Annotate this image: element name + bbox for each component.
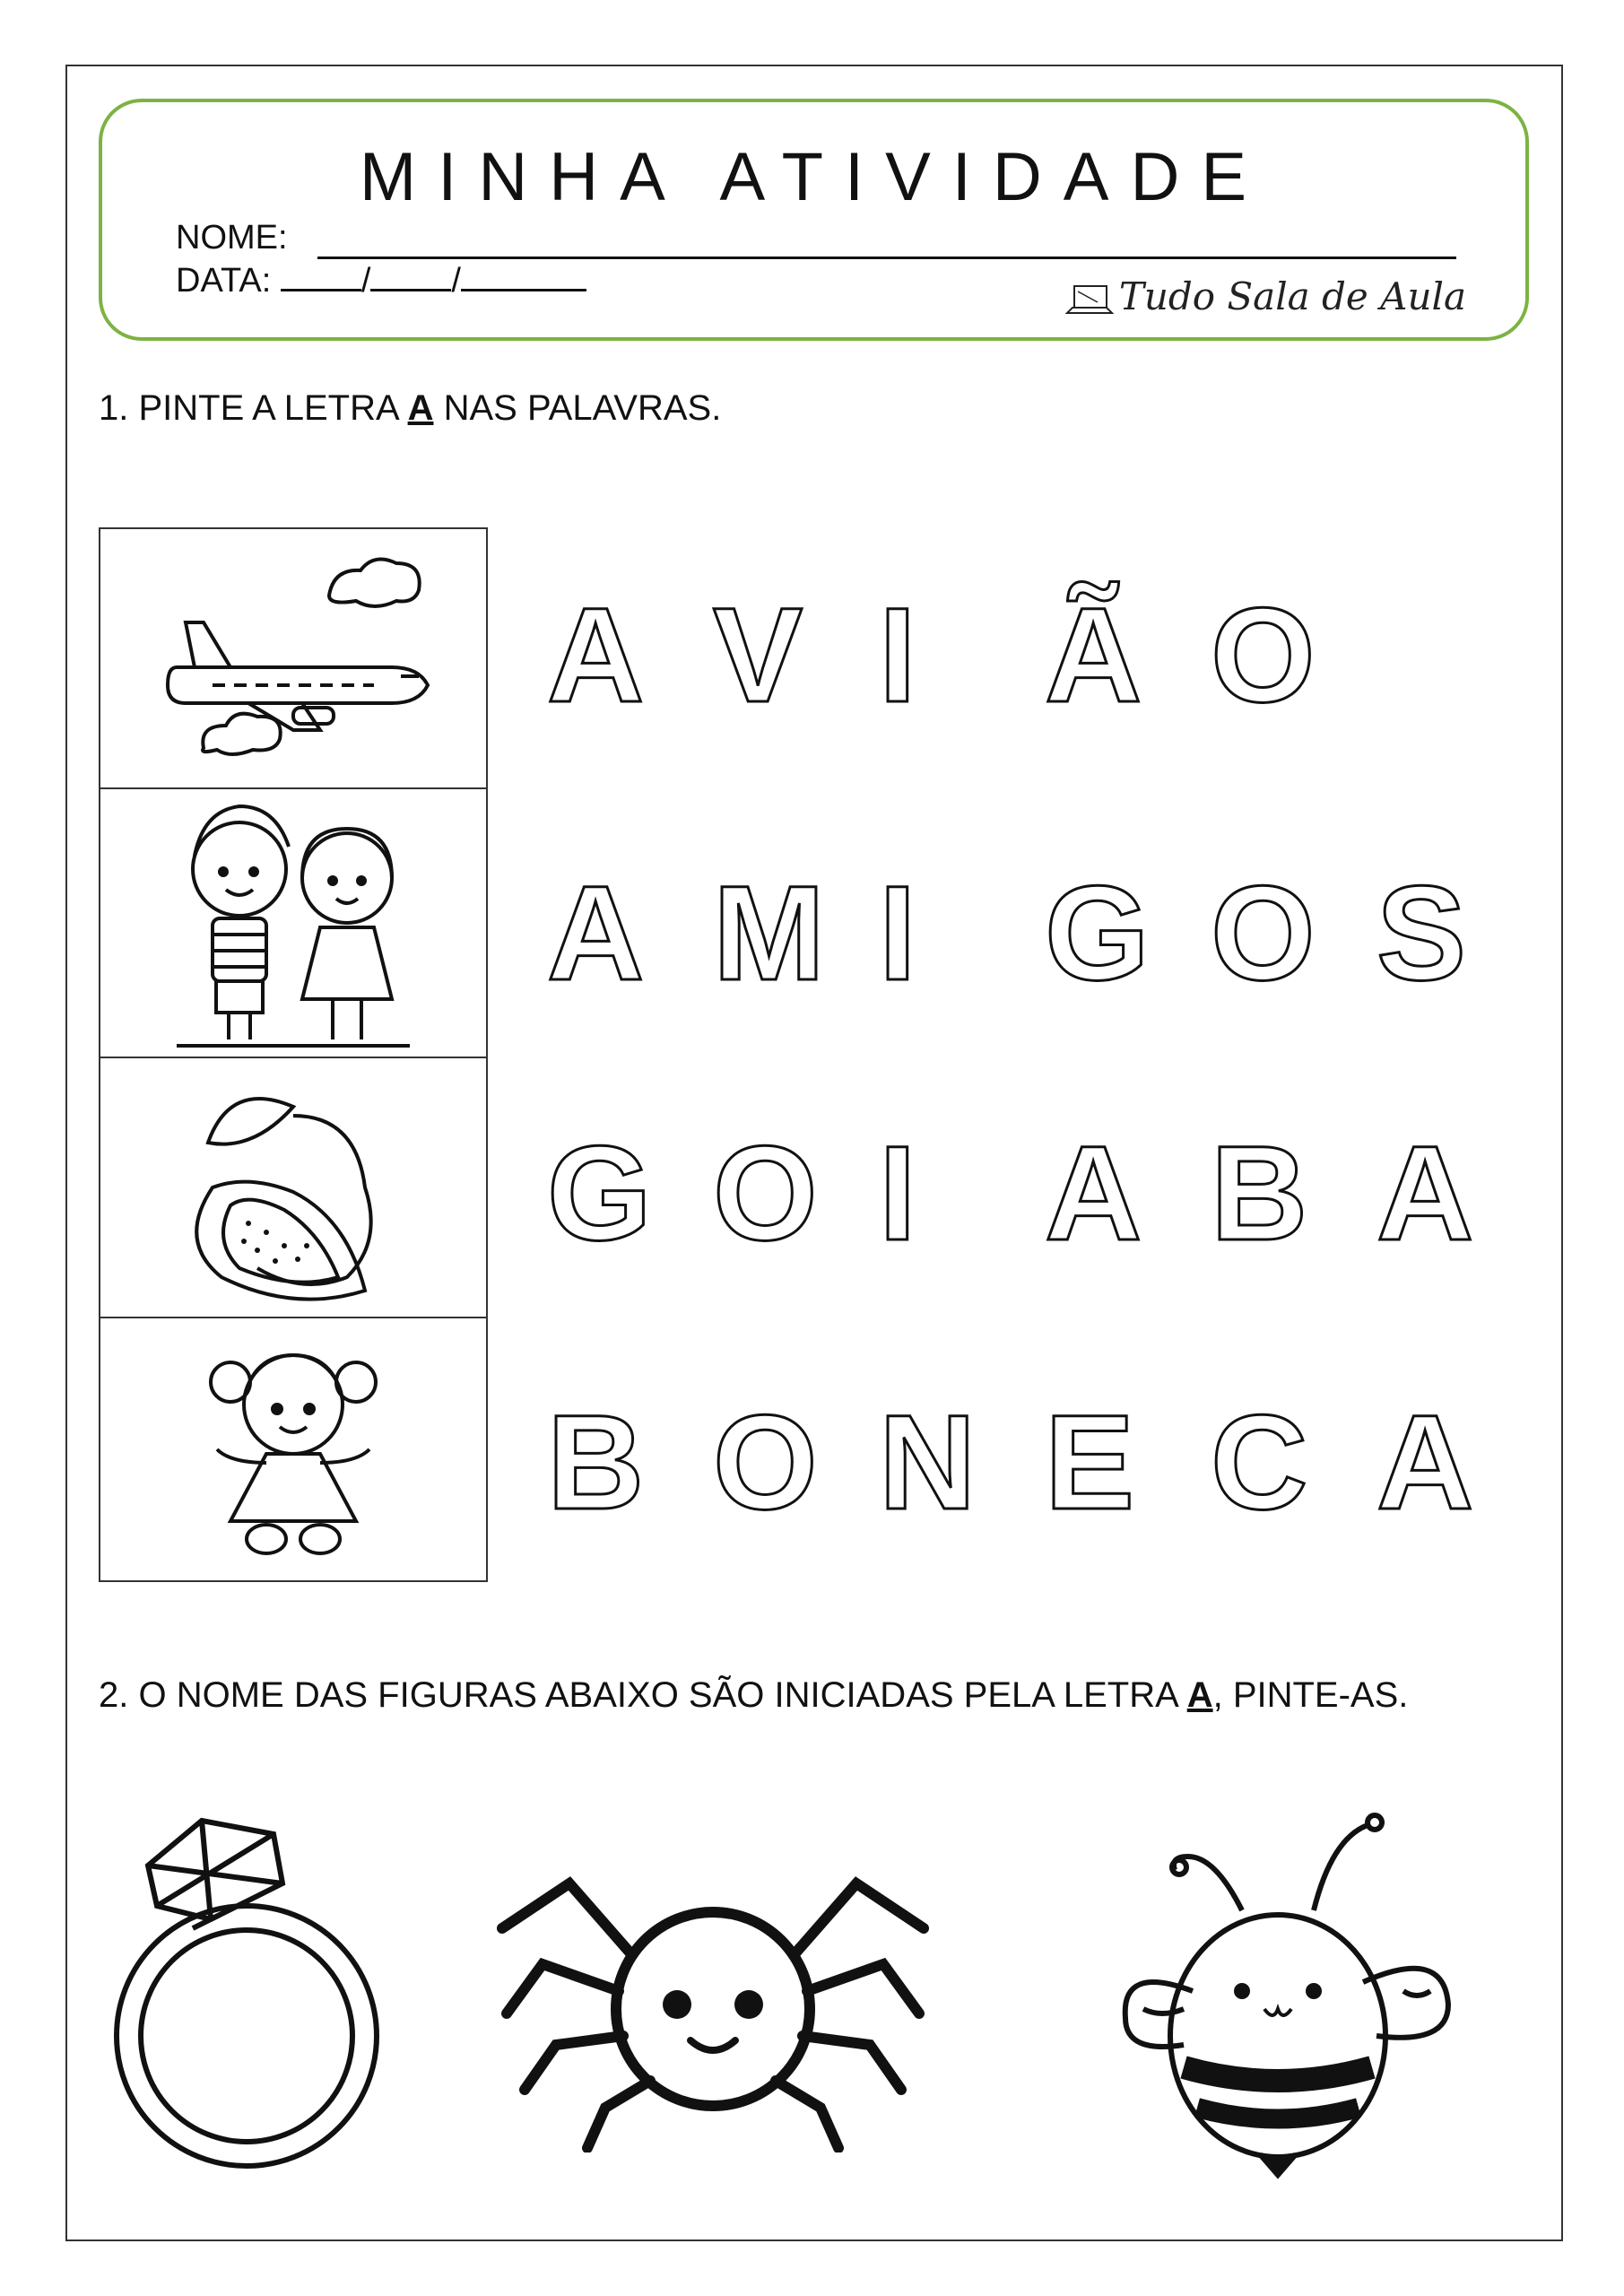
question-1-prefix: 1. PINTE A LETRA [99,388,408,428]
airplane-icon [132,542,455,775]
word-aviao [547,579,1376,730]
doll-icon [177,1333,410,1566]
letter-outline[interactable]: E [1045,1387,1135,1537]
letter-outline[interactable]: A [1376,1118,1474,1268]
header-box [99,99,1529,341]
letter-outline[interactable]: O [1211,857,1316,1008]
ring-icon[interactable] [94,1803,408,2179]
word-amigos [547,857,1542,1008]
friends-icon [141,793,446,1053]
date-month-field[interactable] [370,262,451,291]
name-field[interactable] [317,257,1456,259]
letter-outline[interactable]: I [879,579,916,730]
letter-outline[interactable]: C [1211,1387,1308,1537]
logo-text: Tudo Sala de Aula [1118,274,1466,318]
picture-column [99,527,488,1582]
picture-cell [100,529,486,789]
date-separator: / [360,262,371,300]
question-2-prefix: 2. O NOME DAS FIGURAS ABAIXO SÃO INICIADAS PELA LETRA [99,1675,1187,1715]
date-separator: / [451,262,461,300]
word-goiaba [547,1118,1542,1268]
question-2-suffix: , PINTE-AS. [1212,1675,1409,1715]
letter-outline[interactable]: N [879,1387,977,1537]
logo [1062,274,1466,318]
letter-outline[interactable]: Ã [1045,579,1142,730]
name-label: NOME: [176,219,288,257]
question-2-letter: A [1186,1675,1213,1715]
letter-outline[interactable]: B [1211,1118,1308,1268]
date-row [176,262,586,300]
letter-outline[interactable]: I [879,1118,916,1268]
page-title: MINHA ATIVIDADE [359,139,1269,215]
letter-outline[interactable]: G [547,1118,652,1268]
letter-outline[interactable]: B [547,1387,645,1537]
letter-outline[interactable]: V [713,579,803,730]
picture-cell [100,789,486,1058]
question-1-suffix: NAS PALAVRAS. [433,388,722,428]
word-boneca [547,1387,1542,1537]
letter-outline[interactable]: A [547,579,645,730]
laptop-icon [1062,283,1116,318]
letter-outline[interactable]: A [547,857,645,1008]
question-2 [99,1675,1408,1716]
letter-outline[interactable]: I [879,857,916,1008]
question-1-letter: A [407,388,434,428]
letter-outline[interactable]: O [713,1118,818,1268]
picture-cell [100,1058,486,1318]
date-year-field[interactable] [461,262,586,291]
letter-outline[interactable]: O [1211,579,1316,730]
letter-outline[interactable]: A [1376,1387,1474,1537]
letter-outline[interactable]: O [713,1387,818,1537]
guava-icon [159,1071,428,1304]
letter-outline[interactable]: A [1045,1118,1142,1268]
letter-outline[interactable]: G [1045,857,1150,1008]
letter-outline[interactable]: M [713,857,825,1008]
question-1 [99,388,721,429]
spider-icon[interactable] [489,1830,937,2152]
letter-outline[interactable]: S [1376,857,1467,1008]
date-day-field[interactable] [281,262,361,291]
picture-cell [100,1318,486,1580]
date-label: DATA: [176,262,272,300]
bee-icon[interactable] [1107,1812,1502,2197]
